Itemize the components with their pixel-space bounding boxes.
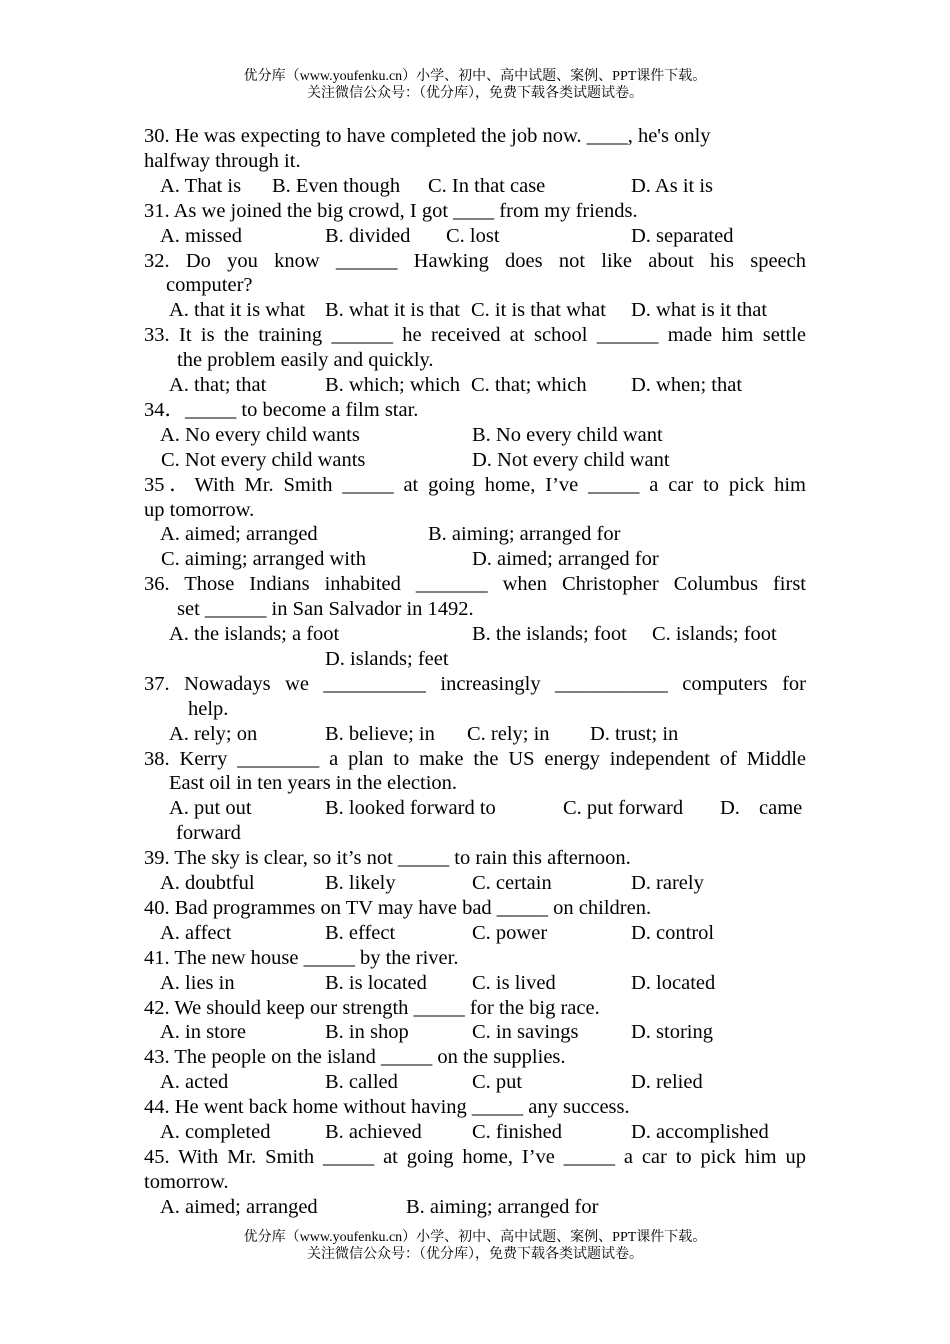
option-d: D. aimed; arranged for: [472, 548, 659, 571]
option-c: C. In that case: [428, 174, 546, 197]
question-39: [144, 846, 806, 896]
options: [144, 423, 806, 473]
option-c: C. finished: [472, 1121, 562, 1144]
option-c: C. put: [472, 1071, 523, 1094]
option-a: A. the islands; a foot: [169, 623, 340, 646]
option-d: D. Not every child want: [472, 448, 670, 471]
question-45: [144, 1145, 806, 1220]
option-d: D. trust; in: [590, 722, 679, 745]
option-b: B. achieved: [325, 1121, 422, 1144]
option-c: C. that; which: [471, 374, 587, 397]
option-c: C. power: [472, 921, 548, 944]
option-b: B. Even though: [272, 174, 401, 197]
option-a: A. put out: [169, 797, 252, 820]
question-list: [144, 124, 806, 1220]
question-stem: 43. The people on the island _____ on the supplies.: [144, 1046, 566, 1069]
header-line-2: 关注微信公众号：（优分库），免费下载各类试题试卷。: [307, 86, 643, 101]
question-stem-cont: the problem easily and quickly.: [177, 349, 434, 372]
options: [144, 796, 806, 846]
option-a: A. aimed; arranged: [160, 1195, 318, 1218]
question-44: [144, 1095, 806, 1145]
option-b: B. divided: [325, 224, 411, 247]
option-b: B. the islands; foot: [472, 623, 627, 646]
option-b: B. No every child want: [472, 423, 663, 446]
question-stem: 39. The sky is clear, so it’s not _____ to rain this afternoon.: [144, 847, 631, 870]
option-d: D. located: [631, 971, 716, 994]
option-a: A. That is: [160, 174, 242, 197]
option-d: D. accomplished: [631, 1121, 769, 1144]
question-43: [144, 1045, 806, 1095]
option-c: C. put forward: [563, 797, 684, 820]
option-b: B. aiming; arranged for: [406, 1195, 599, 1218]
option-b: B. effect: [325, 921, 396, 944]
options: [144, 298, 806, 323]
option-c: C. Not every child wants: [161, 448, 366, 471]
option-c: C. aiming; arranged with: [161, 548, 366, 571]
option-c: C. rely; in: [467, 722, 550, 745]
option-a: A. No every child wants: [160, 423, 360, 446]
option-a: A. that; that: [169, 374, 267, 397]
option-d: D. As it is: [631, 174, 714, 197]
option-a: A. missed: [160, 224, 242, 247]
option-a: A. completed: [160, 1121, 271, 1144]
question-stem: 41. The new house _____ by the river.: [144, 946, 459, 969]
option-a: A. that it is what: [169, 299, 306, 322]
option-a: A. lies in: [160, 971, 235, 994]
option-a: A. rely; on: [169, 722, 258, 745]
options: [144, 1195, 806, 1220]
question-stem: 33. It is the training ______ he received at school ______ made him settle: [144, 324, 806, 347]
option-a: A. aimed; arranged: [160, 523, 318, 546]
option-c: C. islands; foot: [652, 623, 777, 646]
option-d: D. control: [631, 921, 715, 944]
options: [144, 871, 806, 896]
question-stem: 32. Do you know ______ Hawking does not like about his speech: [144, 249, 806, 272]
question-stem-cont: up tomorrow.: [144, 498, 255, 521]
question-34: [144, 398, 806, 473]
question-stem: 40. Bad programmes on TV may have bad _____ on children.: [144, 896, 652, 919]
page-header: [0, 68, 950, 102]
question-41: [144, 946, 806, 996]
question-stem-cont: help.: [188, 697, 229, 720]
question-stem: 42. We should keep our strength _____ for the big race.: [144, 996, 600, 1019]
question-stem: 45. With Mr. Smith _____ at going home, I’ve _____ a car to pick him up: [144, 1145, 806, 1168]
option-b: B. called: [325, 1071, 398, 1094]
options: [144, 622, 806, 672]
question-38: [144, 747, 806, 847]
question-36: [144, 572, 806, 672]
option-b: B. looked forward to: [325, 797, 496, 820]
option-b: B. believe; in: [325, 722, 435, 745]
option-b: B. what it is that: [325, 299, 460, 322]
option-b: B. aiming; arranged for: [428, 523, 621, 546]
option-a: A. doubtful: [160, 872, 255, 895]
option-d: D. when; that: [631, 374, 743, 397]
question-stem: 31. As we joined the big crowd, I got ____ from my friends.: [144, 199, 638, 222]
question-35: [144, 473, 806, 573]
option-d: D. relied: [631, 1071, 703, 1094]
option-b: B. likely: [325, 872, 396, 895]
question-stem: 38. Kerry ________ a plan to make the US energy independent of Middle: [144, 747, 806, 770]
option-c: C. is lived: [472, 971, 556, 994]
question-stem: 35．With Mr. Smith _____ at going home, I’ve _____ a car to pick him: [144, 473, 806, 496]
question-40: [144, 896, 806, 946]
option-c: C. lost: [446, 224, 500, 247]
option-d: D. separated: [631, 224, 734, 247]
option-d: D. what is it that: [631, 299, 768, 322]
question-stem: 30. He was expecting to have completed the job now. ____, he's only: [144, 125, 711, 147]
options: [144, 1020, 806, 1045]
question-42: [144, 996, 806, 1046]
question-32: [144, 249, 806, 324]
options: [144, 1120, 806, 1145]
question-stem-cont: computer?: [166, 274, 253, 297]
options: [144, 522, 806, 572]
option-d-cont: forward: [176, 822, 241, 845]
options: [144, 373, 806, 398]
option-d: came: [759, 797, 803, 820]
option-c: C. in savings: [472, 1021, 579, 1044]
question-30: [144, 124, 806, 199]
header-line-1: 优分库（www.youfenku.cn）小学、初中、高中试题、案例、PPT课件下载。: [243, 69, 707, 84]
option-b: B. which; which: [325, 374, 460, 397]
question-stem-cont: East oil in ten years in the election.: [169, 772, 458, 795]
options: [144, 174, 806, 199]
footer-line-2: 关注微信公众号：（优分库），免费下载各类试题试卷。: [307, 1247, 643, 1262]
question-stem: 44. He went back home without having _____ any success.: [144, 1096, 630, 1119]
option-d: D. islands; feet: [325, 647, 449, 670]
option-a: A. acted: [160, 1071, 229, 1094]
option-d-label: D.: [720, 797, 740, 820]
question-stem-cont: tomorrow.: [144, 1170, 229, 1193]
question-stem: 37. Nowadays we __________ increasingly ___________ computers for: [144, 672, 806, 695]
question-stem-cont: set ______ in San Salvador in 1492.: [177, 598, 474, 621]
option-b: B. is located: [325, 971, 427, 994]
question-stem: 36. Those Indians inhabited _______ when Christopher Columbus first: [144, 573, 806, 596]
question-stem-cont: halfway through it.: [144, 149, 301, 172]
option-b: B. in shop: [325, 1021, 409, 1044]
options: [144, 722, 806, 747]
options: [144, 224, 806, 249]
options: [144, 1070, 806, 1095]
page-footer: [0, 1229, 950, 1263]
options: [144, 971, 806, 996]
option-a: A. affect: [160, 921, 232, 944]
option-d: D. storing: [631, 1021, 713, 1044]
option-c: C. it is that what: [471, 299, 606, 322]
question-31: [144, 199, 806, 249]
question-stem: 34．_____ to become a film star.: [144, 398, 419, 421]
options: [144, 921, 806, 946]
option-c: C. certain: [472, 872, 552, 895]
option-a: A. in store: [160, 1021, 246, 1044]
question-33: [144, 323, 806, 398]
footer-line-1: 优分库（www.youfenku.cn）小学、初中、高中试题、案例、PPT课件下载。: [243, 1230, 707, 1245]
question-37: [144, 672, 806, 747]
option-d: D. rarely: [631, 872, 704, 895]
